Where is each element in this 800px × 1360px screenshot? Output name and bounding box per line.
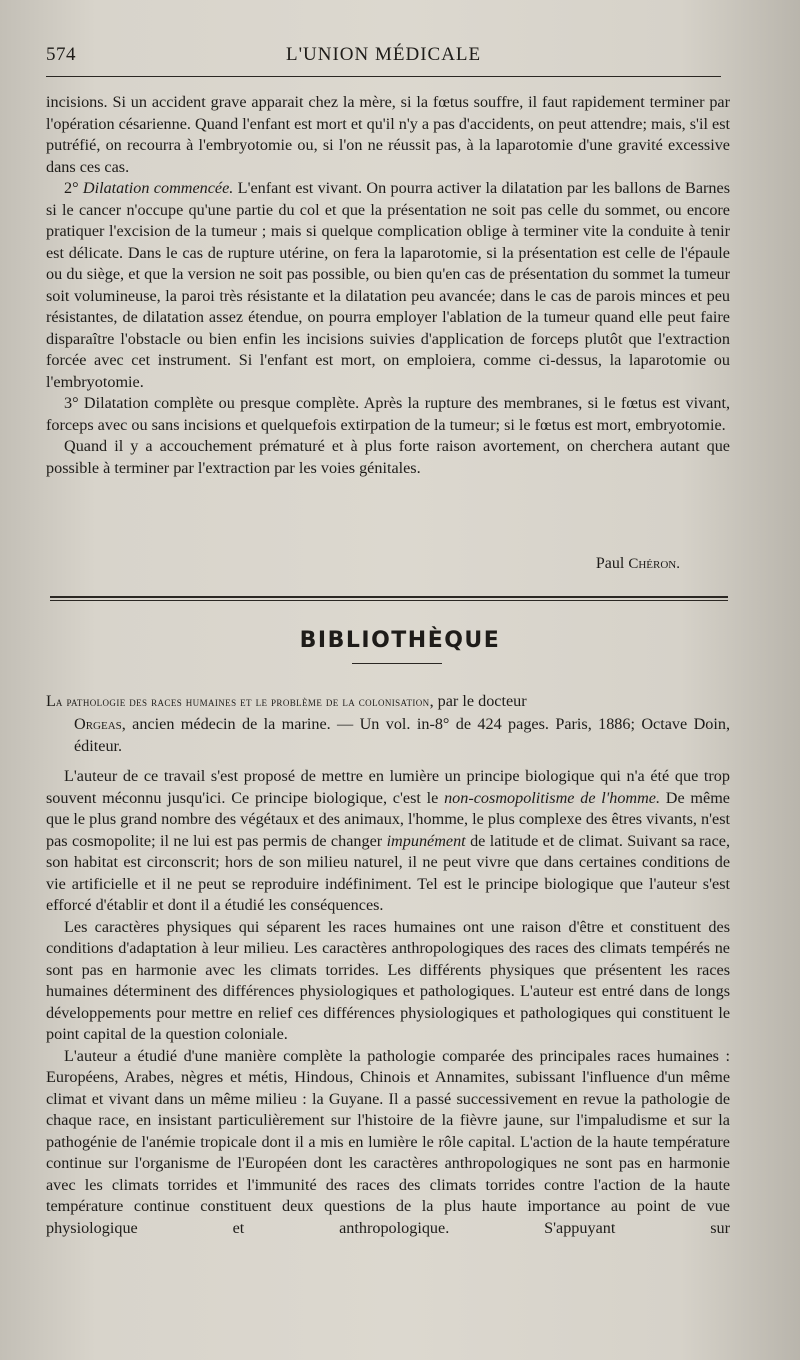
page-number: 574 <box>46 44 76 65</box>
signature-first-name: Paul <box>595 555 629 572</box>
article-paragraph-3: 3° Dilatation complète ou presque complète. Après la rupture des membranes, si le fœtus est vivant, forceps avec ou sans incisions et quelquefois extirpation de la tumeur; si le fœtus est mort, embryotomie. <box>46 394 730 434</box>
book-details: , ancien médecin de la marine. — Un vol. in-8° de 424 pages. Paris, 1886; Octave Doin, éditeur. <box>74 715 730 755</box>
section-title-rule <box>352 663 442 664</box>
review-paragraph-1 <box>46 766 730 917</box>
review-body <box>46 766 730 1239</box>
book-reference <box>46 690 730 757</box>
section-divider-thick <box>50 596 728 598</box>
review-paragraph-3: L'auteur a étudié d'une manière complète la pathologie comparée des principales races humaines : Européens, Arabes, nègres et métis, Hindous, Chinois et Annamites, subissant l'influence d'un même climat et vivant dans un même milieu : la Guyane. Il a passé successivement en revue la pathologie de chaque race, en insistant particulièrement sur l'histoire de la fièvre jaune, sur l'impaludisme et sur la pathogénie de l'anémie tropicale dont il a mis en lumière le rôle capital. L'action de la haute température continue sur l'organisme de l'Européen dont les caractères anthropologiques ne sont pas en harmonie avec les climats torrides et l'immunité des races des climats torrides contre l'action de la haute température continue constituent deux questions de la plus haute importance au point de vue physiologique et anthropologique. S'appuyant sur <box>46 1046 730 1237</box>
author-initial: O <box>74 715 86 733</box>
paragraph-2-number: 2° <box>64 179 83 197</box>
review-text: De même que le plus grand nombre des végétaux et des animaux, l'homme, le plus complexe des êtres vivants, n'est pas cosmopolite; il ne lui est pas permis de changer <box>46 788 730 850</box>
section-title: BIBLIOTHÈQUE <box>299 628 501 653</box>
page-header <box>46 44 736 70</box>
review-emphasis-1: non-cosmopolitisme de l'homme. <box>444 788 661 807</box>
book-by: , par le docteur <box>429 692 527 710</box>
review-text: L'auteur de ce travail s'est proposé de mettre en lumière un principe biologique qui n'a été que trop souvent méconnu jusqu'ici. Ce principe biologique, c'est le <box>46 767 730 807</box>
header-rule <box>46 76 721 77</box>
review-text: de latitude et de climat. Suivant sa race, son habitat est circonscrit; hors de son milieu naturel, il ne peut vivre que dans certaines conditions de vie artificielle et il ne peut se reproduire indéfiniment. Tel est le principe biologique que l'auteur s'est efforcé d'établir et dont il a étudié les conséquences. <box>46 831 731 914</box>
section-divider-thin <box>50 600 728 601</box>
article-paragraph-2 <box>46 178 730 393</box>
review-emphasis-2: impunément <box>386 831 466 850</box>
running-title: L'UNION MÉDICALE <box>286 44 482 65</box>
book-title: a pathologie des races humaines et le problème de la colonisation <box>55 694 430 709</box>
article-paragraph-4: Quand il y a accouchement prématuré et à plus forte raison avortement, on cherchera autant que possible à terminer par l'extraction par les voies génitales. <box>46 437 730 477</box>
paragraph-2-body: L'enfant est vivant. On pourra activer la dilatation par les ballons de Barnes si le cancer n'occupe qu'une partie du col et que la présentation ne soit pas celle du sommet, ou encore pratiquer l'excision de la tumeur ; mais si quelque complication oblige à terminer vite la conduite à tenir est délicate. Dans le cas de rupture utérine, on fera la laparotomie, si la présentation est celle de l'épaule ou du siège, et que la version ne soit pas possible, ou bien qu'en cas de présentation du sommet la tumeur soit volumineuse, la paroi très résistante et la dilatation peu avancée; dans le cas de parois minces et peu résistantes, de dilatation assez étendue, on pourra employer l'ablation de la tumeur quand elle peut faire disparaître l'obstacle ou bien enfin les incisions suivies d'application de forceps plutôt que l'extraction forcée avec cet instrument. Si l'enfant est mort, on emploiera, comme ci-dessus, la laparotomie ou l'embryotomie. <box>46 179 730 391</box>
book-title-initial: L <box>46 692 56 710</box>
article-continuation <box>46 92 730 479</box>
book-details-line <box>46 713 730 757</box>
author-signature <box>540 555 680 573</box>
article-paragraph-1: incisions. Si un accident grave apparait chez la mère, si la fœtus souffre, il faut rapidement terminer par l'opération césarienne. Quand l'enfant est mort et qu'il n'y a pas d'accidents, on peut attendre; mais, s'il est putréfié, on recourra à l'embryotomie ou, si l'on ne réussit pas, à la laparotomie d'une gravité excessive dans ces cas. <box>46 93 730 176</box>
author-name: rgeas <box>85 715 122 733</box>
paragraph-2-heading: Dilatation commencée. <box>82 179 234 197</box>
signature-last-name: Chéron. <box>628 556 680 572</box>
review-paragraph-2: Les caractères physiques qui séparent les races humaines ont une raison d'être et constituent des conditions d'adaptation à leur milieu. Les caractères anthropologiques des races des climats tempérés ne sont pas en harmonie avec les climats torrides. Les différents physiques que présentent les races humaines déterminent des différences physiologiques et pathologiques. L'auteur est entré dans de longs développements pour mettre en relief ces différences physiologiques et pathologiques qui constituent le point capital de la question coloniale. <box>46 917 730 1043</box>
